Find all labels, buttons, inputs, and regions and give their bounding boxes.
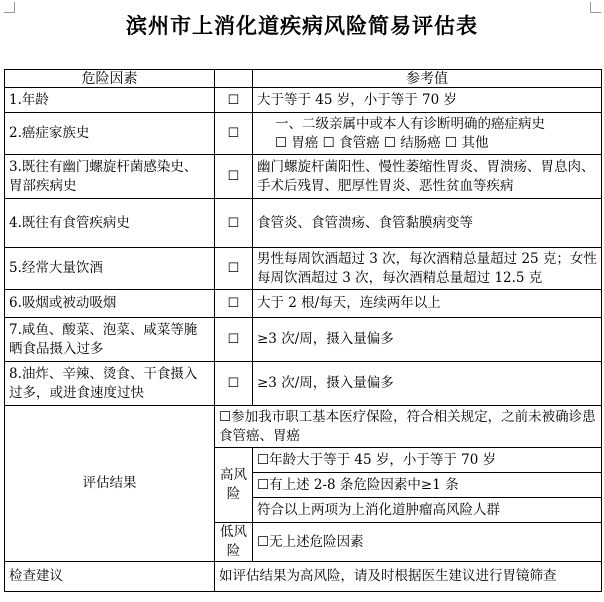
low-risk-label: 低风险 — [215, 523, 253, 562]
form-title: 滨州市上消化道疾病风险简易评估表 — [126, 13, 478, 38]
high-risk-label: 高风险 — [215, 448, 253, 523]
table-row — [5, 318, 602, 362]
high-risk-age-condition[interactable]: ☐年龄大于等于 45 岁，小于等于 70 岁 — [253, 448, 602, 473]
risk-factor-hp-gastric: 3.既往有幽门螺旋杆菌感染史、胃部疾病史 — [5, 155, 215, 199]
reference-header: 参考值 — [253, 70, 602, 88]
reference-value: ≥3 次/周，摄入量偏多 — [253, 318, 602, 362]
high-risk-factor-condition[interactable]: ☐有上述 2-8 条危险因素中≥1 条 — [253, 473, 602, 498]
checkbox[interactable]: ☐ — [215, 362, 253, 406]
risk-factor-pickled-food: 7.咸鱼、酸菜、泡菜、咸菜等腌晒食品摄入过多 — [5, 318, 215, 362]
family-history-desc: 一、二级亲属中或本人有诊断明确的癌症病史 — [275, 115, 545, 132]
table-row — [5, 88, 602, 113]
reference-value: 大于等于 45 岁，小于等于 70 岁 — [253, 88, 602, 113]
risk-factor-age: 1.年龄 — [5, 88, 215, 113]
check-advice-text: 如评估结果为高风险，请及时根据医生建议进行胃镜筛查 — [215, 562, 602, 592]
reference-value: 食管炎、食管溃疡、食管黏膜病变等 — [253, 199, 602, 248]
table-row — [5, 406, 602, 448]
table-row — [5, 199, 602, 248]
checkbox[interactable]: ☐ — [215, 248, 253, 290]
cancer-type-options[interactable]: ☐ 胃癌 ☐ 食管癌 ☐ 结肠癌 ☐ 其他 — [275, 134, 489, 151]
reference-value — [253, 113, 602, 155]
checkbox[interactable]: ☐ — [215, 318, 253, 362]
table-row — [5, 248, 602, 290]
risk-factor-alcohol: 5.经常大量饮酒 — [5, 248, 215, 290]
checkbox[interactable]: ☐ — [215, 88, 253, 113]
high-risk-conclusion: 符合以上两项为上消化道肿瘤高风险人群 — [253, 498, 602, 523]
checkbox-header — [215, 70, 253, 88]
risk-factor-fried-food: 8.油炸、辛辣、烫食、干食摄入过多，或进食速度过快 — [5, 362, 215, 406]
risk-factor-esophageal: 4.既往有食管疾病史 — [5, 199, 215, 248]
risk-assessment-table — [4, 69, 602, 592]
low-risk-condition[interactable]: ☐无上述危险因素 — [253, 523, 602, 562]
checkbox[interactable]: ☐ — [215, 155, 253, 199]
risk-factors-header: 危险因素 — [5, 70, 215, 88]
risk-factor-family-history: 2.癌症家族史 — [5, 113, 215, 155]
table-row — [5, 155, 602, 199]
checkbox[interactable]: ☐ — [215, 113, 253, 155]
table-row — [5, 113, 602, 155]
table-header-row — [5, 70, 602, 88]
checkbox[interactable]: ☐ — [215, 199, 253, 248]
risk-factor-smoking: 6.吸烟或被动吸烟 — [5, 290, 215, 318]
reference-value: ≥3 次/周，摄入量偏多 — [253, 362, 602, 406]
insurance-condition[interactable]: ☐参加我市职工基本医疗保险，符合相关规定，之前未被确诊患食管癌、胃癌 — [215, 406, 602, 448]
table-row — [5, 362, 602, 406]
reference-value: 大于 2 根/每天，连续两年以上 — [253, 290, 602, 318]
table-row — [5, 290, 602, 318]
table-row — [5, 562, 602, 592]
reference-value: 幽门螺旋杆菌阳性、慢性萎缩性胃炎、胃溃疡、胃息肉、手术后残胃、肥厚性胃炎、恶性贫血等疾病 — [253, 155, 602, 199]
check-advice-label: 检查建议 — [5, 562, 215, 592]
checkbox[interactable]: ☐ — [215, 290, 253, 318]
reference-value: 男性每周饮酒超过 3 次，每次酒精总量超过 25 克；女性每周饮酒超过 3 次，每次酒精总量超过 12.5 克 — [253, 248, 602, 290]
evaluation-result-label: 评估结果 — [5, 406, 215, 562]
